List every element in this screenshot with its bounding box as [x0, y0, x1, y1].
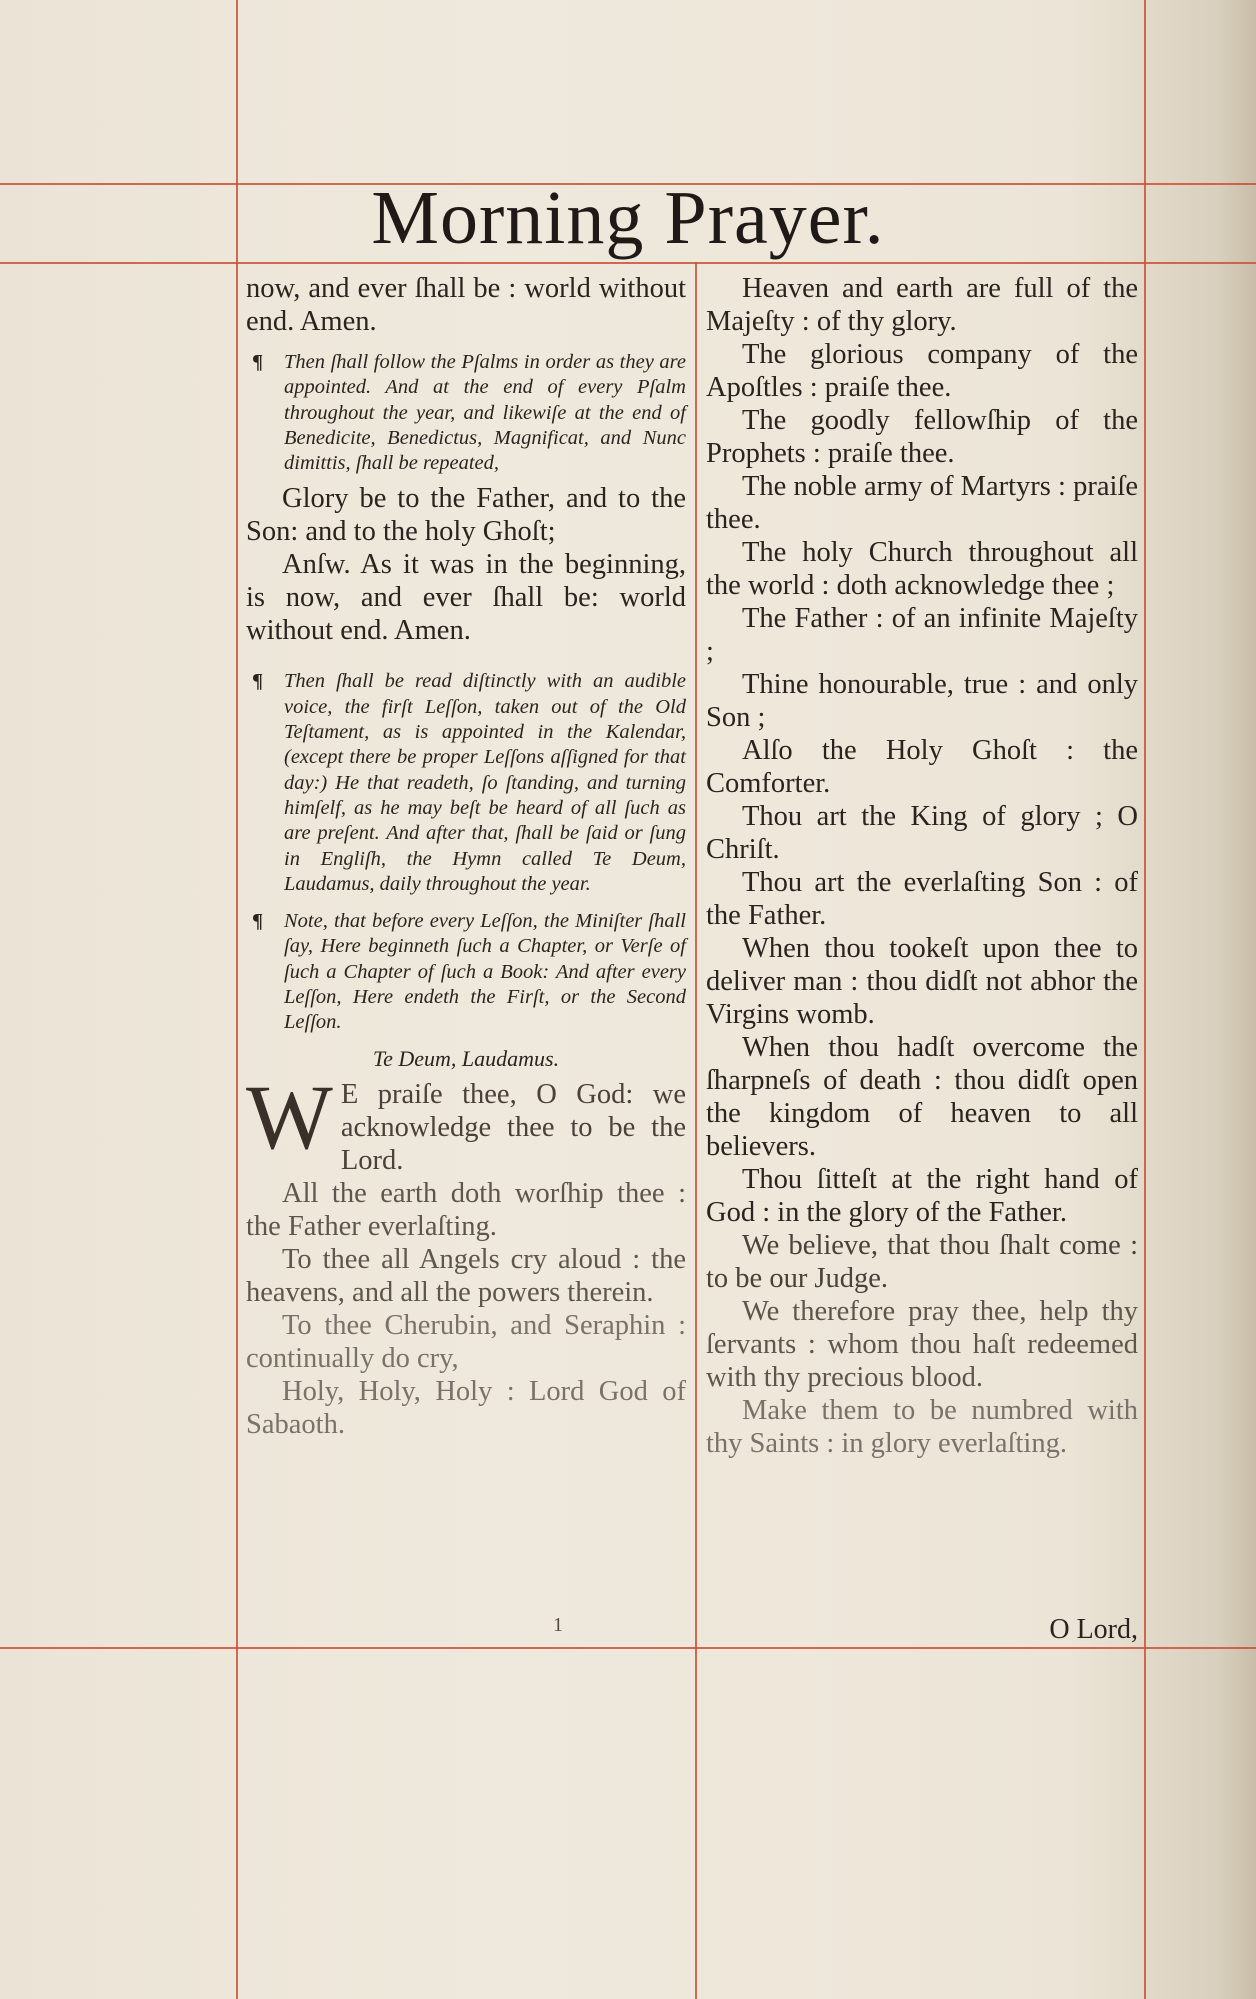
- right-verse-14: We believe, that thou ſhalt come : to be our Judge.: [706, 1230, 1138, 1294]
- right-verse-11: When thou tookeſt upon thee to deliver man : thou didſt not abhor the Virgins womb.: [706, 933, 1138, 1030]
- rubric-psalms: ¶ Then ſhall follow the Pſalms in order as they are appointed. And at the end of every Pſalm throughout the year, and likewiſe at the end of Benedicite, Benedictus, Magnificat, and Nunc dimittis, ſhall be repeated,: [252, 351, 686, 475]
- page-title: Morning Prayer.: [371, 176, 885, 260]
- rule-left: [236, 0, 238, 1999]
- te-deum-heading: Te Deum, Laudamus.: [372, 1045, 560, 1071]
- right-verse-10: Thou art the everlaſting Son : of the Father.: [706, 867, 1138, 931]
- right-verse-2: The glorious company of the Apoſtles : praiſe thee.: [706, 339, 1138, 403]
- right-verse-13: Thou ſitteſt at the right hand of God : in the glory of the Father.: [706, 1164, 1138, 1228]
- pilcrow-icon: ¶: [252, 670, 264, 693]
- right-verse-5: The holy Church throughout all the world : doth acknowledge thee ;: [706, 537, 1138, 601]
- rule-bottom: [0, 1647, 1256, 1649]
- rubric-note: ¶ Note, that before every Leſſon, the Miniſter ſhall ſay, Here beginneth ſuch a Chapter, or Verſe of ſuch a Chapter of ſuch a Book: And after every Leſſon, Here endeth the Firſt, or the Second Leſſon.: [252, 910, 686, 1034]
- right-verse-4: The noble army of Martyrs : praiſe thee.: [706, 471, 1138, 535]
- drop-cap: W: [246, 1065, 333, 1168]
- te-deum-verse-1: W E praiſe thee, O God: we acknowledge thee to be the Lord.: [246, 1065, 686, 1176]
- te-deum-verse-5: Holy, Holy, Holy : Lord God of Sabaoth.: [246, 1375, 686, 1440]
- right-verse-9: Thou art the King of glory ; O Chriſt.: [706, 801, 1138, 865]
- rubric-first-lesson: ¶ Then ſhall be read diſtinctly with an audible voice, the firſt Leſſon, taken out of the Old Teſtament, as is appointed in the Kalendar, (except there be proper Leſſons aſſigned for that day:) He that readeth, ſo ſtanding, and turning himſelf, as he may beſt be heard of all ſuch as are preſent. And after that, ſhall be ſaid or ſung in Engliſh, the Hymn called Te Deum, Laudamus, daily throughout the year.: [252, 670, 686, 895]
- right-verse-7: Thine honourable, true : and only Son ;: [706, 669, 1138, 733]
- rule-right: [1144, 0, 1146, 1999]
- right-column: [706, 272, 1138, 1460]
- te-deum-verse-2: All the earth doth worſhip thee : the Father everlaſting.: [246, 1177, 686, 1242]
- pilcrow-icon: ¶: [252, 351, 264, 373]
- right-verse-3: The goodly fellowſhip of the Prophets : praiſe thee.: [706, 405, 1138, 469]
- catchword: O Lord,: [1049, 1614, 1138, 1645]
- right-verse-8: Alſo the Holy Ghoſt : the Comforter.: [706, 735, 1138, 799]
- left-column: [246, 272, 686, 1441]
- right-verse-6: The Father : of an infinite Majeſty ;: [706, 603, 1138, 667]
- te-deum-verse-3: To thee all Angels cry aloud : the heavens, and all the powers therein.: [246, 1243, 686, 1308]
- right-verse-16: Make them to be numbred with thy Saints : in glory everlaſting.: [706, 1395, 1138, 1459]
- te-deum-verse-4: To thee Cherubin, and Seraphin : continually do cry,: [246, 1309, 686, 1374]
- right-verse-1: Heaven and earth are full of the Majeſty : of thy glory.: [706, 273, 1138, 337]
- right-verse-12: When thou hadſt overcome the ſharpneſs of death : thou didſt open the kingdom of heaven to all believers.: [706, 1032, 1138, 1162]
- rule-center: [695, 262, 697, 1999]
- answer: Anſw. As it was in the beginning, is now, and ever ſhall be: world without end. Amen.: [246, 549, 686, 647]
- signature-mark: 1: [553, 1614, 563, 1636]
- right-verse-15: We therefore pray thee, help thy ſervants : whom thou haſt redeemed with thy precious blood.: [706, 1296, 1138, 1393]
- gloria-patri: Glory be to the Father, and to the Son: and to the holy Ghoſt;: [246, 483, 686, 548]
- rule-under-title: [0, 262, 1256, 264]
- left-para-1: now, and ever ſhall be : world without end. Amen.: [246, 273, 686, 337]
- pilcrow-icon: ¶: [252, 910, 264, 933]
